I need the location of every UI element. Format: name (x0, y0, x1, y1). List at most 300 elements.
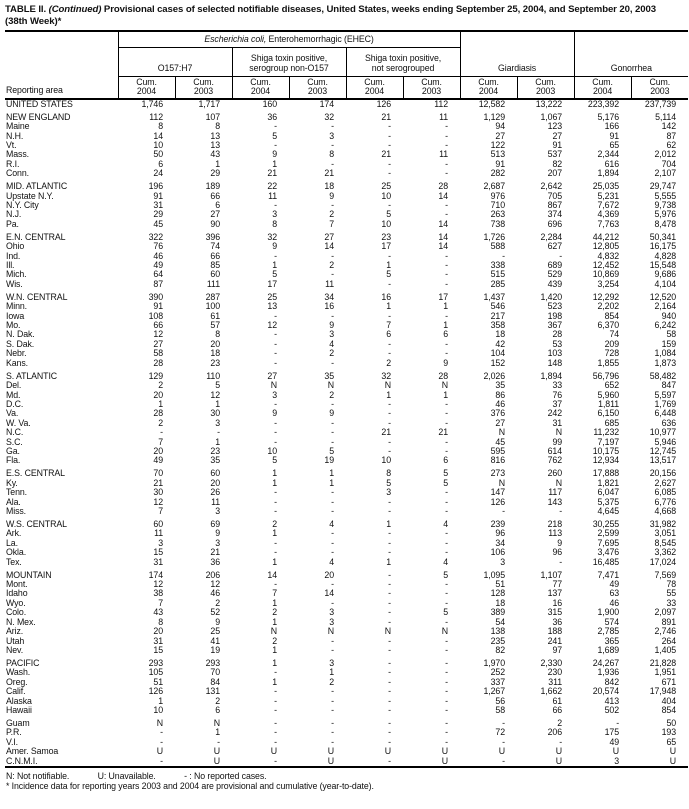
table-row (5, 210, 688, 219)
reporting-area-cell: Vt. (6, 140, 17, 150)
value-cell: - (274, 122, 277, 132)
value-cell: - (388, 409, 391, 419)
value-cell: 11 (325, 279, 334, 289)
table-row (5, 242, 688, 251)
value-cell: - (331, 507, 334, 517)
value-cell: 1,084 (654, 349, 677, 359)
shiga-not-serogrouped-line2: not serogrouped (371, 63, 435, 73)
value-cell: 4,828 (654, 251, 677, 261)
shiga-non-o157-line2: serogroup non-O157 (249, 63, 329, 73)
value-cell: 5 (386, 270, 391, 280)
value-cell: 376 (490, 409, 506, 419)
value-cell: 28 (438, 371, 449, 381)
value-cell: 20,156 (649, 469, 677, 479)
table-row (5, 280, 688, 289)
table-row (5, 456, 688, 465)
value-cell: - (559, 737, 563, 747)
value-cell: - (502, 756, 506, 766)
value-cell: 4 (329, 520, 334, 529)
value-cell: 22 (267, 182, 277, 192)
value-cell: 311 (548, 677, 563, 687)
value-cell: 174 (148, 570, 163, 580)
value-cell: 16 (324, 302, 334, 312)
value-cell: 8,478 (654, 219, 677, 229)
value-cell: 27 (495, 131, 506, 141)
value-cell: 25,035 (592, 182, 620, 192)
value-cell: - (445, 718, 449, 728)
value-cell: 25 (381, 182, 391, 192)
table-row (5, 507, 688, 516)
value-cell: - (445, 668, 449, 678)
value-cell: - (331, 399, 334, 409)
value-cell: 27 (153, 339, 163, 349)
value-cell: - (274, 668, 277, 678)
table-row (5, 122, 688, 131)
reporting-area-cell: Colo. (6, 608, 27, 618)
value-cell: - (388, 580, 391, 590)
value-cell: 2 (272, 520, 277, 529)
value-cell: 97 (552, 645, 563, 655)
reporting-area-cell: Ky. (6, 478, 18, 488)
value-cell: 5,960 (597, 390, 620, 400)
value-cell: N (384, 381, 391, 391)
value-cell: 45 (495, 437, 506, 447)
table-row (5, 627, 688, 636)
value-cell: 365 (604, 636, 620, 646)
value-cell: 31 (153, 557, 163, 567)
value-cell: 25 (210, 627, 220, 637)
value-cell: 3 (272, 390, 277, 400)
value-cell: 51 (495, 580, 506, 590)
table-row (5, 697, 688, 706)
cum-2004-header: Cum. 2004 (346, 76, 403, 99)
value-cell: 685 (604, 418, 620, 428)
value-cell: 20,574 (592, 687, 620, 697)
value-cell: N (384, 627, 391, 637)
value-cell: 2,344 (597, 150, 620, 160)
reporting-area-cell: Mich. (6, 270, 27, 280)
value-cell: 13 (210, 140, 220, 150)
value-cell: 3 (215, 538, 220, 548)
value-cell: 9 (272, 409, 277, 419)
value-cell: 16 (381, 292, 391, 302)
value-cell: 63 (609, 589, 620, 599)
value-cell: 209 (604, 339, 620, 349)
value-cell: 260 (547, 469, 563, 479)
value-cell: 27 (324, 232, 334, 242)
value-cell: - (445, 529, 449, 539)
value-cell: 26 (210, 488, 220, 498)
value-cell: 2,599 (597, 529, 620, 539)
value-cell: - (388, 507, 391, 517)
table-row (5, 488, 688, 497)
value-cell: 1 (272, 529, 277, 539)
shiga-non-o157-line1: Shiga toxin positive, (250, 53, 328, 64)
value-cell: 374 (547, 210, 563, 220)
value-cell: - (388, 598, 391, 608)
value-cell: 126 (376, 98, 391, 109)
table-title-prefix: TABLE II. (5, 4, 47, 15)
value-cell: 1 (272, 469, 277, 479)
reporting-area-cell: Nebr. (6, 349, 27, 359)
value-cell: 3 (500, 557, 506, 567)
value-cell: 57 (210, 321, 220, 331)
value-cell: - (388, 140, 391, 150)
value-cell: 2 (215, 696, 220, 706)
table-row (5, 182, 688, 191)
value-cell: 12,934 (592, 456, 620, 466)
value-cell: - (331, 737, 334, 747)
value-cell: 70 (210, 668, 220, 678)
reporting-area-cell: Conn. (6, 169, 29, 179)
table-row (5, 141, 688, 150)
value-cell: 66 (210, 251, 220, 261)
table-row (5, 381, 688, 390)
value-cell: 58 (153, 349, 163, 359)
table-row (5, 132, 688, 141)
value-cell: 2,785 (597, 627, 620, 637)
table-row (5, 220, 688, 229)
value-cell: 14 (324, 589, 334, 599)
value-cell: - (388, 608, 391, 618)
value-cell: 14 (267, 570, 277, 580)
value-cell: 56 (495, 696, 506, 706)
value-cell: 3 (614, 756, 620, 766)
value-cell: 91 (153, 302, 163, 312)
table-row (5, 349, 688, 358)
value-cell: - (388, 696, 391, 706)
footnote-n: N: Not notifiable. (6, 771, 70, 782)
value-cell: 8 (329, 150, 334, 160)
value-cell: 60 (210, 469, 220, 479)
value-cell: 6,776 (654, 497, 677, 507)
value-cell: 41 (210, 636, 220, 646)
reporting-area-cell: N.J. (6, 210, 22, 220)
value-cell: 439 (547, 279, 563, 289)
value-cell: - (388, 756, 391, 766)
value-cell: 11 (211, 497, 220, 507)
value-cell: 636 (661, 418, 677, 428)
value-cell: 21 (381, 112, 391, 122)
reporting-area-cell: Okla. (6, 548, 27, 558)
value-cell: 8 (386, 469, 391, 479)
table-row (5, 419, 688, 428)
value-cell: 237,739 (644, 98, 677, 109)
value-cell: 207 (547, 169, 563, 179)
table-row (5, 438, 688, 447)
value-cell: - (388, 538, 391, 548)
value-cell: 2 (272, 608, 277, 618)
reporting-area-cell: Guam (6, 718, 30, 728)
value-cell: 5 (443, 570, 449, 580)
cum-2003-header: Cum. 2003 (175, 76, 232, 99)
value-cell: 10 (153, 140, 163, 150)
value-cell: 5 (272, 456, 277, 466)
value-cell: 61 (210, 311, 220, 321)
value-cell: - (331, 122, 334, 132)
value-cell: 87 (666, 131, 677, 141)
value-cell: 87 (153, 279, 163, 289)
value-cell: 198 (547, 311, 563, 321)
table-row (5, 113, 688, 122)
table-row (5, 447, 688, 456)
value-cell: 1 (272, 261, 277, 271)
value-cell: 147 (490, 488, 506, 498)
value-cell: 404 (661, 696, 677, 706)
value-cell: - (388, 131, 391, 141)
value-cell: 1 (272, 617, 277, 627)
value-cell: - (445, 270, 449, 280)
table-row (5, 233, 688, 242)
value-cell: 762 (547, 456, 563, 466)
reporting-area-cell: Mass. (6, 150, 29, 160)
value-cell: 10,977 (649, 428, 677, 438)
reporting-area-cell: Minn. (6, 302, 28, 312)
value-cell: 1,936 (597, 668, 620, 678)
value-cell: 1 (272, 677, 277, 687)
reporting-area-cell: S. Dak. (6, 339, 35, 349)
reporting-area-cell: V.I. (6, 737, 18, 747)
value-cell: 122 (490, 140, 506, 150)
value-cell: 19 (210, 645, 220, 655)
value-cell: 35 (210, 456, 220, 466)
reporting-area-cell: E.N. CENTRAL (6, 232, 66, 242)
table-row (5, 99, 688, 109)
value-cell: 6,085 (654, 488, 677, 498)
value-cell: U (498, 747, 506, 757)
value-cell: - (331, 418, 334, 428)
value-cell: - (502, 737, 506, 747)
value-cell: 1 (329, 478, 334, 488)
value-cell: 86 (495, 390, 506, 400)
value-cell: 854 (604, 311, 620, 321)
value-cell: 4,104 (654, 279, 677, 289)
value-cell: 1 (443, 302, 449, 312)
reporting-area-cell: Ohio (6, 242, 25, 252)
value-cell: 1,894 (540, 371, 563, 381)
value-cell: 1 (215, 728, 220, 738)
value-cell: 287 (205, 292, 220, 302)
value-cell: 36 (210, 557, 220, 567)
value-cell: 9,686 (654, 270, 677, 280)
value-cell: 49 (609, 737, 620, 747)
value-cell: 2,097 (654, 608, 677, 618)
value-cell: 103 (547, 349, 563, 359)
value-cell: - (445, 169, 449, 179)
value-cell: 1 (329, 668, 334, 678)
value-cell: 2,642 (540, 182, 563, 192)
value-cell: 1 (443, 390, 449, 400)
value-cell: 1,689 (597, 645, 620, 655)
table-row (5, 571, 688, 580)
value-cell: 23 (210, 358, 220, 368)
value-cell: 1 (386, 261, 391, 271)
value-cell: 710 (490, 201, 506, 210)
value-cell: 4 (443, 557, 449, 567)
value-cell: - (445, 488, 449, 498)
reporting-area-cell: S. ATLANTIC (6, 371, 58, 381)
value-cell: 502 (604, 706, 620, 716)
value-cell: 1,970 (483, 658, 506, 668)
value-cell: 65 (666, 737, 677, 747)
value-cell: 5,231 (597, 191, 620, 201)
value-cell: - (274, 330, 277, 340)
value-cell: 33 (666, 598, 677, 608)
value-cell: 20 (324, 570, 334, 580)
value-cell: 35 (495, 381, 506, 391)
value-cell: 1,067 (540, 112, 563, 122)
value-cell: 5,597 (654, 390, 677, 400)
value-cell: U (669, 747, 677, 757)
cum-2004-header: Cum. 2004 (574, 76, 631, 99)
value-cell: 20 (210, 478, 220, 488)
value-cell: - (331, 706, 334, 716)
value-cell: 21 (324, 169, 334, 179)
value-cell: 816 (490, 456, 506, 466)
value-cell: 15 (153, 645, 163, 655)
value-cell: 1,095 (483, 570, 506, 580)
value-cell: 107 (205, 112, 220, 122)
value-cell: 17,888 (592, 469, 620, 479)
value-cell: N (555, 428, 563, 438)
value-cell: 49 (609, 580, 620, 590)
value-cell: N (555, 478, 563, 488)
value-cell: - (445, 261, 449, 271)
value-cell: 29 (153, 210, 163, 220)
value-cell: 11 (439, 112, 449, 122)
value-cell: 14 (324, 242, 334, 252)
table-row (5, 520, 688, 529)
value-cell: 1 (215, 437, 220, 447)
value-cell: 23 (210, 447, 220, 457)
value-cell: - (274, 737, 277, 747)
value-cell: 12 (153, 330, 163, 340)
value-cell: 1,821 (597, 478, 620, 488)
value-cell: 11 (154, 529, 163, 539)
reporting-area-cell: Ariz. (6, 627, 24, 637)
value-cell: - (160, 428, 163, 438)
value-cell: 7 (386, 321, 391, 331)
value-cell: - (160, 728, 163, 738)
reporting-area-cell: Mont. (6, 580, 28, 590)
value-cell: 705 (547, 191, 563, 201)
value-cell: 24,267 (592, 658, 620, 668)
table-row (5, 646, 688, 655)
value-cell: 17 (267, 279, 277, 289)
value-cell: - (217, 737, 220, 747)
value-cell: 55 (666, 589, 677, 599)
value-cell: 389 (490, 608, 506, 618)
value-cell: 515 (490, 270, 506, 280)
value-cell: - (559, 507, 563, 517)
value-cell: 32 (267, 232, 277, 242)
value-cell: - (445, 349, 449, 359)
value-cell: 867 (547, 201, 563, 210)
reporting-area-cell: Amer. Samoa (6, 747, 59, 757)
value-cell: 315 (547, 608, 563, 618)
value-cell: - (274, 696, 277, 706)
value-cell: 390 (148, 292, 163, 302)
value-cell: 18 (495, 330, 506, 340)
value-cell: 217 (490, 311, 506, 321)
table-row (5, 372, 688, 381)
value-cell: 138 (490, 627, 506, 637)
reporting-area-cell: Pa. (6, 219, 19, 229)
value-cell: - (274, 251, 277, 261)
value-cell: 91 (153, 191, 163, 201)
value-cell: - (331, 270, 334, 280)
value-cell: 2 (158, 418, 163, 428)
value-cell: - (388, 497, 391, 507)
value-cell: - (445, 507, 449, 517)
value-cell: - (445, 737, 449, 747)
ehec-group-header (118, 31, 460, 47)
value-cell: 1,437 (483, 292, 506, 302)
value-cell: 842 (604, 677, 620, 687)
value-cell: - (388, 399, 391, 409)
value-cell: 9 (215, 529, 220, 539)
value-cell: U (270, 747, 277, 757)
value-cell: 84 (210, 677, 220, 687)
value-cell: 6 (443, 456, 449, 466)
value-cell: - (274, 718, 277, 728)
value-cell: 5,114 (655, 112, 677, 122)
value-cell: 82 (495, 645, 506, 655)
value-cell: 6,150 (597, 409, 620, 419)
value-cell: - (274, 201, 277, 210)
value-cell: 3 (329, 131, 334, 141)
value-cell: 1 (272, 598, 277, 608)
value-cell: - (502, 507, 506, 517)
value-cell: - (331, 636, 334, 646)
value-cell: - (445, 409, 449, 419)
value-cell: 704 (661, 159, 677, 169)
value-cell: 3 (329, 608, 334, 618)
table-row (5, 270, 688, 279)
reporting-area-cell: R.I. (6, 159, 20, 169)
value-cell: 15 (153, 548, 163, 558)
value-cell: 293 (205, 658, 220, 668)
value-cell: - (445, 548, 449, 558)
reporting-area-cell: E.S. CENTRAL (6, 469, 65, 479)
value-cell: U (441, 756, 449, 766)
value-cell: 338 (490, 261, 506, 271)
value-cell: 21,828 (649, 658, 677, 668)
value-cell: - (388, 677, 391, 687)
table-title-rest: Provisional cases of selected notifiable diseases, United States, weeks ending September 25, 2004, and September 20, 2003 (103, 4, 656, 15)
value-cell: 2,164 (654, 302, 677, 312)
value-cell: 27 (495, 418, 506, 428)
value-cell: 2,284 (540, 232, 563, 242)
value-cell: - (274, 756, 277, 766)
value-cell: 8,545 (654, 538, 677, 548)
value-cell: 105 (148, 668, 163, 678)
reporting-area-header: Reporting area (5, 31, 118, 99)
value-cell: 10 (381, 219, 391, 229)
value-cell: 5,976 (654, 210, 677, 220)
value-cell: 3 (158, 538, 163, 548)
table-row (5, 169, 688, 178)
value-cell: 6,448 (654, 409, 677, 419)
value-cell: 21 (381, 428, 391, 438)
shiga-not-serogrouped-header (346, 47, 460, 76)
value-cell: 35 (324, 371, 334, 381)
value-cell: - (388, 636, 391, 646)
value-cell: 206 (547, 728, 563, 738)
cum-2003-header: Cum. 2003 (403, 76, 460, 99)
reporting-area-cell: N.H. (6, 131, 24, 141)
value-cell: 21 (210, 548, 220, 558)
